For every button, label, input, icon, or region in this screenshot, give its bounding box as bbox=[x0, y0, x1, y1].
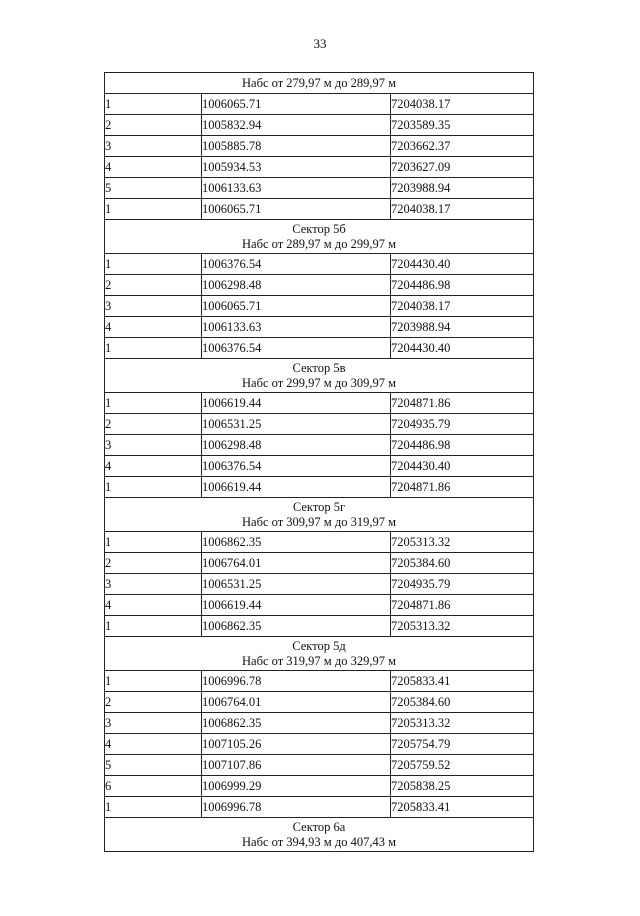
sector-title: Сектор 5г bbox=[292, 500, 346, 514]
table-row bbox=[105, 692, 534, 713]
table-row bbox=[105, 776, 534, 797]
x-coordinate-cell: 1006531.25 bbox=[202, 574, 391, 595]
sector-header-cell bbox=[105, 359, 534, 393]
sector-header-row bbox=[105, 73, 534, 94]
y-coordinate-cell: 7205833.41 bbox=[391, 797, 534, 818]
table-row bbox=[105, 178, 534, 199]
y-coordinate-cell: 7205759.52 bbox=[391, 755, 534, 776]
x-coordinate-cell: 1006862.35 bbox=[202, 532, 391, 553]
y-coordinate-cell: 7205754.79 bbox=[391, 734, 534, 755]
point-number-cell: 5 bbox=[105, 178, 202, 199]
point-number-cell: 1 bbox=[105, 254, 202, 275]
y-coordinate-cell: 7204430.40 bbox=[391, 338, 534, 359]
table-row bbox=[105, 94, 534, 115]
y-coordinate-cell: 7204038.17 bbox=[391, 199, 534, 220]
sector-title: Сектор 5д bbox=[292, 639, 346, 653]
y-coordinate-cell: 7204935.79 bbox=[391, 414, 534, 435]
table-row bbox=[105, 157, 534, 178]
sector-header-cell bbox=[105, 220, 534, 254]
table-row bbox=[105, 456, 534, 477]
coordinates-table bbox=[104, 72, 534, 852]
table-row bbox=[105, 595, 534, 616]
x-coordinate-cell: 1006862.35 bbox=[202, 616, 391, 637]
point-number-cell: 3 bbox=[105, 713, 202, 734]
table-row bbox=[105, 414, 534, 435]
sector-header-row bbox=[105, 818, 534, 852]
x-coordinate-cell: 1006764.01 bbox=[202, 692, 391, 713]
sector-range: Набс от 319,97 м до 329,97 м bbox=[242, 654, 396, 668]
x-coordinate-cell: 1006862.35 bbox=[202, 713, 391, 734]
x-coordinate-cell: 1006376.54 bbox=[202, 456, 391, 477]
point-number-cell: 1 bbox=[105, 338, 202, 359]
table-row bbox=[105, 115, 534, 136]
point-number-cell: 1 bbox=[105, 532, 202, 553]
point-number-cell: 3 bbox=[105, 574, 202, 595]
y-coordinate-cell: 7205838.25 bbox=[391, 776, 534, 797]
table-row bbox=[105, 574, 534, 595]
table-row bbox=[105, 734, 534, 755]
table-row bbox=[105, 254, 534, 275]
x-coordinate-cell: 1005832.94 bbox=[202, 115, 391, 136]
y-coordinate-cell: 7203627.09 bbox=[391, 157, 534, 178]
sector-header-row bbox=[105, 220, 534, 254]
x-coordinate-cell: 1006619.44 bbox=[202, 393, 391, 414]
point-number-cell: 3 bbox=[105, 435, 202, 456]
x-coordinate-cell: 1006065.71 bbox=[202, 94, 391, 115]
point-number-cell: 4 bbox=[105, 456, 202, 477]
point-number-cell: 4 bbox=[105, 595, 202, 616]
x-coordinate-cell: 1006996.78 bbox=[202, 797, 391, 818]
table-row bbox=[105, 393, 534, 414]
y-coordinate-cell: 7203662.37 bbox=[391, 136, 534, 157]
table-row bbox=[105, 797, 534, 818]
point-number-cell: 2 bbox=[105, 275, 202, 296]
point-number-cell: 3 bbox=[105, 296, 202, 317]
table-row bbox=[105, 671, 534, 692]
y-coordinate-cell: 7204871.86 bbox=[391, 477, 534, 498]
y-coordinate-cell: 7204486.98 bbox=[391, 275, 534, 296]
table-row bbox=[105, 553, 534, 574]
y-coordinate-cell: 7205313.32 bbox=[391, 713, 534, 734]
table-row bbox=[105, 616, 534, 637]
x-coordinate-cell: 1007107.86 bbox=[202, 755, 391, 776]
x-coordinate-cell: 1006065.71 bbox=[202, 296, 391, 317]
x-coordinate-cell: 1006133.63 bbox=[202, 317, 391, 338]
point-number-cell: 1 bbox=[105, 477, 202, 498]
table-row bbox=[105, 338, 534, 359]
y-coordinate-cell: 7204871.86 bbox=[391, 595, 534, 616]
point-number-cell: 5 bbox=[105, 755, 202, 776]
table-row bbox=[105, 199, 534, 220]
table-row bbox=[105, 296, 534, 317]
y-coordinate-cell: 7203589.35 bbox=[391, 115, 534, 136]
x-coordinate-cell: 1006619.44 bbox=[202, 595, 391, 616]
sector-title: Сектор 5в bbox=[292, 361, 346, 375]
point-number-cell: 2 bbox=[105, 115, 202, 136]
y-coordinate-cell: 7205384.60 bbox=[391, 553, 534, 574]
y-coordinate-cell: 7204430.40 bbox=[391, 456, 534, 477]
x-coordinate-cell: 1006619.44 bbox=[202, 477, 391, 498]
point-number-cell: 6 bbox=[105, 776, 202, 797]
table-row bbox=[105, 755, 534, 776]
point-number-cell: 4 bbox=[105, 734, 202, 755]
y-coordinate-cell: 7204486.98 bbox=[391, 435, 534, 456]
y-coordinate-cell: 7204935.79 bbox=[391, 574, 534, 595]
x-coordinate-cell: 1005885.78 bbox=[202, 136, 391, 157]
y-coordinate-cell: 7204430.40 bbox=[391, 254, 534, 275]
table-row bbox=[105, 136, 534, 157]
x-coordinate-cell: 1005934.53 bbox=[202, 157, 391, 178]
point-number-cell: 1 bbox=[105, 671, 202, 692]
point-number-cell: 1 bbox=[105, 94, 202, 115]
point-number-cell: 2 bbox=[105, 553, 202, 574]
x-coordinate-cell: 1006133.63 bbox=[202, 178, 391, 199]
y-coordinate-cell: 7205833.41 bbox=[391, 671, 534, 692]
sector-range: Набс от 394,93 м до 407,43 м bbox=[242, 835, 396, 849]
x-coordinate-cell: 1006996.78 bbox=[202, 671, 391, 692]
table-row bbox=[105, 532, 534, 553]
x-coordinate-cell: 1006298.48 bbox=[202, 435, 391, 456]
sector-range: Набс от 279,97 м до 289,97 м bbox=[242, 76, 396, 90]
y-coordinate-cell: 7203988.94 bbox=[391, 178, 534, 199]
sector-range: Набс от 289,97 м до 299,97 м bbox=[242, 237, 396, 251]
point-number-cell: 4 bbox=[105, 317, 202, 338]
sector-title: Сектор 5б bbox=[292, 222, 346, 236]
sector-header-row bbox=[105, 359, 534, 393]
y-coordinate-cell: 7205313.32 bbox=[391, 532, 534, 553]
point-number-cell: 3 bbox=[105, 136, 202, 157]
sector-header-cell bbox=[105, 637, 534, 671]
sector-title: Сектор 6а bbox=[292, 820, 346, 834]
y-coordinate-cell: 7204038.17 bbox=[391, 94, 534, 115]
point-number-cell: 2 bbox=[105, 414, 202, 435]
x-coordinate-cell: 1006065.71 bbox=[202, 199, 391, 220]
sector-range: Набс от 309,97 м до 319,97 м bbox=[242, 515, 396, 529]
table-row bbox=[105, 713, 534, 734]
x-coordinate-cell: 1006376.54 bbox=[202, 254, 391, 275]
y-coordinate-cell: 7205384.60 bbox=[391, 692, 534, 713]
sector-header-row bbox=[105, 498, 534, 532]
point-number-cell: 1 bbox=[105, 199, 202, 220]
sector-header-row bbox=[105, 637, 534, 671]
y-coordinate-cell: 7203988.94 bbox=[391, 317, 534, 338]
x-coordinate-cell: 1006376.54 bbox=[202, 338, 391, 359]
table-row bbox=[105, 317, 534, 338]
x-coordinate-cell: 1006999.29 bbox=[202, 776, 391, 797]
point-number-cell: 1 bbox=[105, 616, 202, 637]
y-coordinate-cell: 7205313.32 bbox=[391, 616, 534, 637]
y-coordinate-cell: 7204038.17 bbox=[391, 296, 534, 317]
x-coordinate-cell: 1007105.26 bbox=[202, 734, 391, 755]
sector-header-cell bbox=[105, 498, 534, 532]
point-number-cell: 1 bbox=[105, 393, 202, 414]
table-row bbox=[105, 435, 534, 456]
point-number-cell: 4 bbox=[105, 157, 202, 178]
point-number-cell: 1 bbox=[105, 797, 202, 818]
sector-header-cell bbox=[105, 73, 534, 94]
x-coordinate-cell: 1006764.01 bbox=[202, 553, 391, 574]
sector-header-cell bbox=[105, 818, 534, 852]
page-number: 33 bbox=[313, 36, 327, 51]
table-row bbox=[105, 275, 534, 296]
x-coordinate-cell: 1006298.48 bbox=[202, 275, 391, 296]
coordinates-table-body bbox=[105, 73, 534, 852]
sector-range: Набс от 299,97 м до 309,97 м bbox=[242, 376, 396, 390]
y-coordinate-cell: 7204871.86 bbox=[391, 393, 534, 414]
point-number-cell: 2 bbox=[105, 692, 202, 713]
table-row bbox=[105, 477, 534, 498]
x-coordinate-cell: 1006531.25 bbox=[202, 414, 391, 435]
